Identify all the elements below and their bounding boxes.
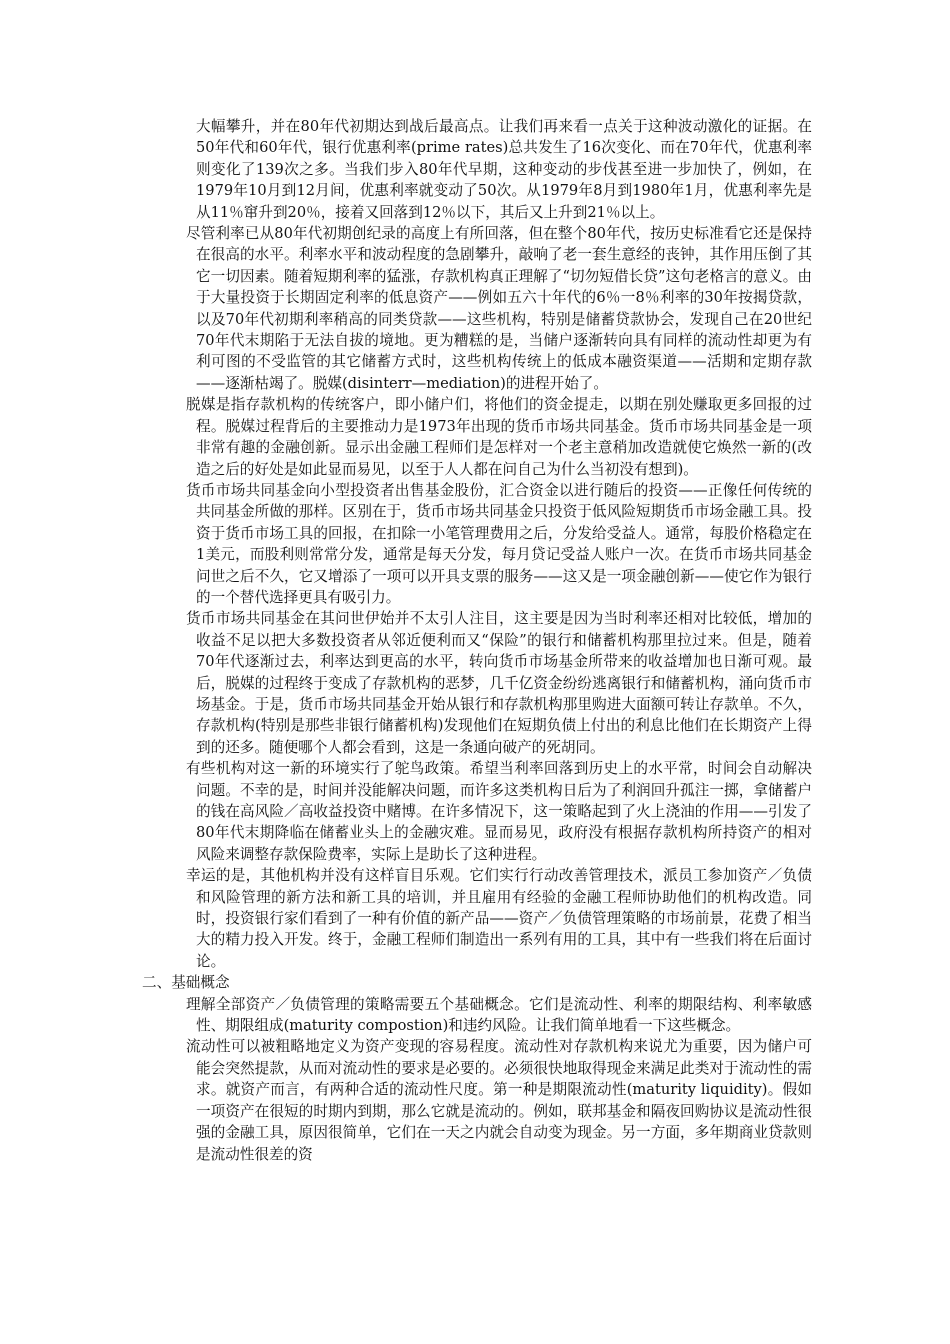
paragraph: 货币市场共同基金向小型投资者出售基金股份，汇合资金以进行随后的投资——正像任何传统的共同基金所做的那样。区别在于，货币市场共同基金只投资于低风险短期货币市场金融工具。投资于货币市场工具的回报，在扣除一小笔管理费用之后，分发给受益人。通常，每股价格稳定在1美元，而股利则常常分发，通常是每天分发，每月贷记受益人账户一次。在货币市场共同基金问世之后不久，它又增添了一项可以开具支票的服务——这又是一项金融创新——使它作为银行的一个替代选择更具有吸引力。 xyxy=(186,481,812,606)
paragraph: 尽管利率已从80年代初期创纪录的高度上有所回落，但在整个80年代，按历史标准看它还是保持在很高的水平。利率水平和波动程度的急剧攀升，敲响了老一套生意经的丧钟，其作用压倒了其它一切因素。随着短期利率的猛涨，存款机构真正理解了“切勿短借长贷”这句老格言的意义。由于大量投资于长期固定利率的低息资产——例如五六十年代的6％一8％利率的30年按揭贷款，以及70年代初期利率稍高的同类贷款——这些机构，特别是储蓄贷款协会，发现自己在20世纪70年代末期陷于无法自拔的境地。更为糟糕的是，当储户逐渐转向具有同样的流动性却更为有利可图的不受监管的其它储蓄方式时，这些机构传统上的低成本融资渠道——活期和定期存款——逐渐枯竭了。脱媒(disinterr—mediation)的进程开始了。 xyxy=(186,225,812,392)
paragraph: 大幅攀升，并在80年代初期达到战后最高点。让我们再来看一点关于这种波动激化的证据。在50年代和60年代，银行优惠利率(prime rates)总共发生了16次变化、而在70年代，优惠利率则变化了139次之多。当我们步入80年代早期，这种变动的步伐甚至进一步加快了，例如，在1979年10月到12月间，优惠利率就变动了50次。从1979年8月到1980年1月，优惠利率先是从11％窜升到20％，接着又回落到12％以下，其后又上升到21％以上。 xyxy=(196,118,812,221)
document-body xyxy=(142,116,812,1165)
paragraph: 货币市场共同基金在其问世伊始并不太引人注目，这主要是因为当时利率还相对比较低，增加的收益不足以把大多数投资者从邻近便利而又“保险”的银行和储蓄机构那里拉过来。但是，随着70年代逐渐过去，利率达到更高的水平，转向货币市场基金所带来的收益增加也日渐可观。最后，脱媒的过程终于变成了存款机构的恶梦，几千亿资金纷纷逃离银行和储蓄机构，涌向货币市场基金。于是，货币市场共同基金开始从银行和存款机构那里购进大面额可转让存款单。不久，存款机构(特别是那些非银行储蓄机构)发现他们在短期负债上付出的利息比他们在长期资产上得到的还多。随便哪个人都会看到，这是一条通向破产的死胡同。 xyxy=(186,610,812,756)
paragraph: 脱媒是指存款机构的传统客户，即小储户们，将他们的资金提走，以期在别处赚取更多回报的过程。脱媒过程背后的主要推动力是1973年出现的货币市场共同基金。货币市场共同基金是一项非常有趣的金融创新。显示出金融工程师们是怎样对一个老主意稍加改造就使它焕然一新的(改造之后的好处是如此显而易见，以至于人人都在问自己为什么当初没有想到)。 xyxy=(186,396,812,478)
paragraph: 有些机构对这一新的环境实行了鸵鸟政策。希望当利率回落到历史上的水平常，时间会自动解决问题。不幸的是，时间并没能解决问题，而许多这类机构日后为了利润回升孤注一掷，拿储蓄户的钱在高风险／高收益投资中赌博。在许多情况下，这一策略起到了火上浇油的作用——引发了80年代末期降临在储蓄业头上的金融灾难。显而易见，政府没有根据存款机构所持资产的相对风险来调整存款保险费率，实际上是助长了这种进程。 xyxy=(186,760,812,863)
paragraph: 幸运的是，其他机构并没有这样盲目乐观。它们实行行动改善管理技术，派员工参加资产／负债和风险管理的新方法和新工具的培训，并且雇用有经验的金融工程师协助他们的机构改造。同时，投资银行家们看到了一种有价值的新产品——资产／负债管理策略的市场前景，花费了相当大的精力投入开发。终于，金融工程师们制造出一系列有用的工具，其中有一些我们将在后面讨论。 xyxy=(186,867,812,970)
paragraph: 理解全部资产／负债管理的策略需要五个基础概念。它们是流动性、利率的期限结构、利率敏感性、期限组成(maturity compostion)和违约风险。让我们简单地看一下这些概念。 xyxy=(186,995,812,1035)
section-heading: 二、基础概念 xyxy=(142,974,230,992)
paragraph: 流动性可以被粗略地定义为资产变现的容易程度。流动性对存款机构来说尤为重要，因为储户可能会突然提款，从而对流动性的要求是必要的。必须很快地取得现金来满足此类对于流动性的需求。就资产而言，有两种合适的流动性尺度。第一种是期限流动性(maturity liquidity)。假如一项资产在很短的时期内到期，那么它就是流动的。例如，联邦基金和隔夜回购协议是流动性很强的金融工具，原因很简单，它们在一天之内就会自动变为现金。另一方面，多年期商业贷款则是流动性很差的资 xyxy=(186,1038,812,1163)
